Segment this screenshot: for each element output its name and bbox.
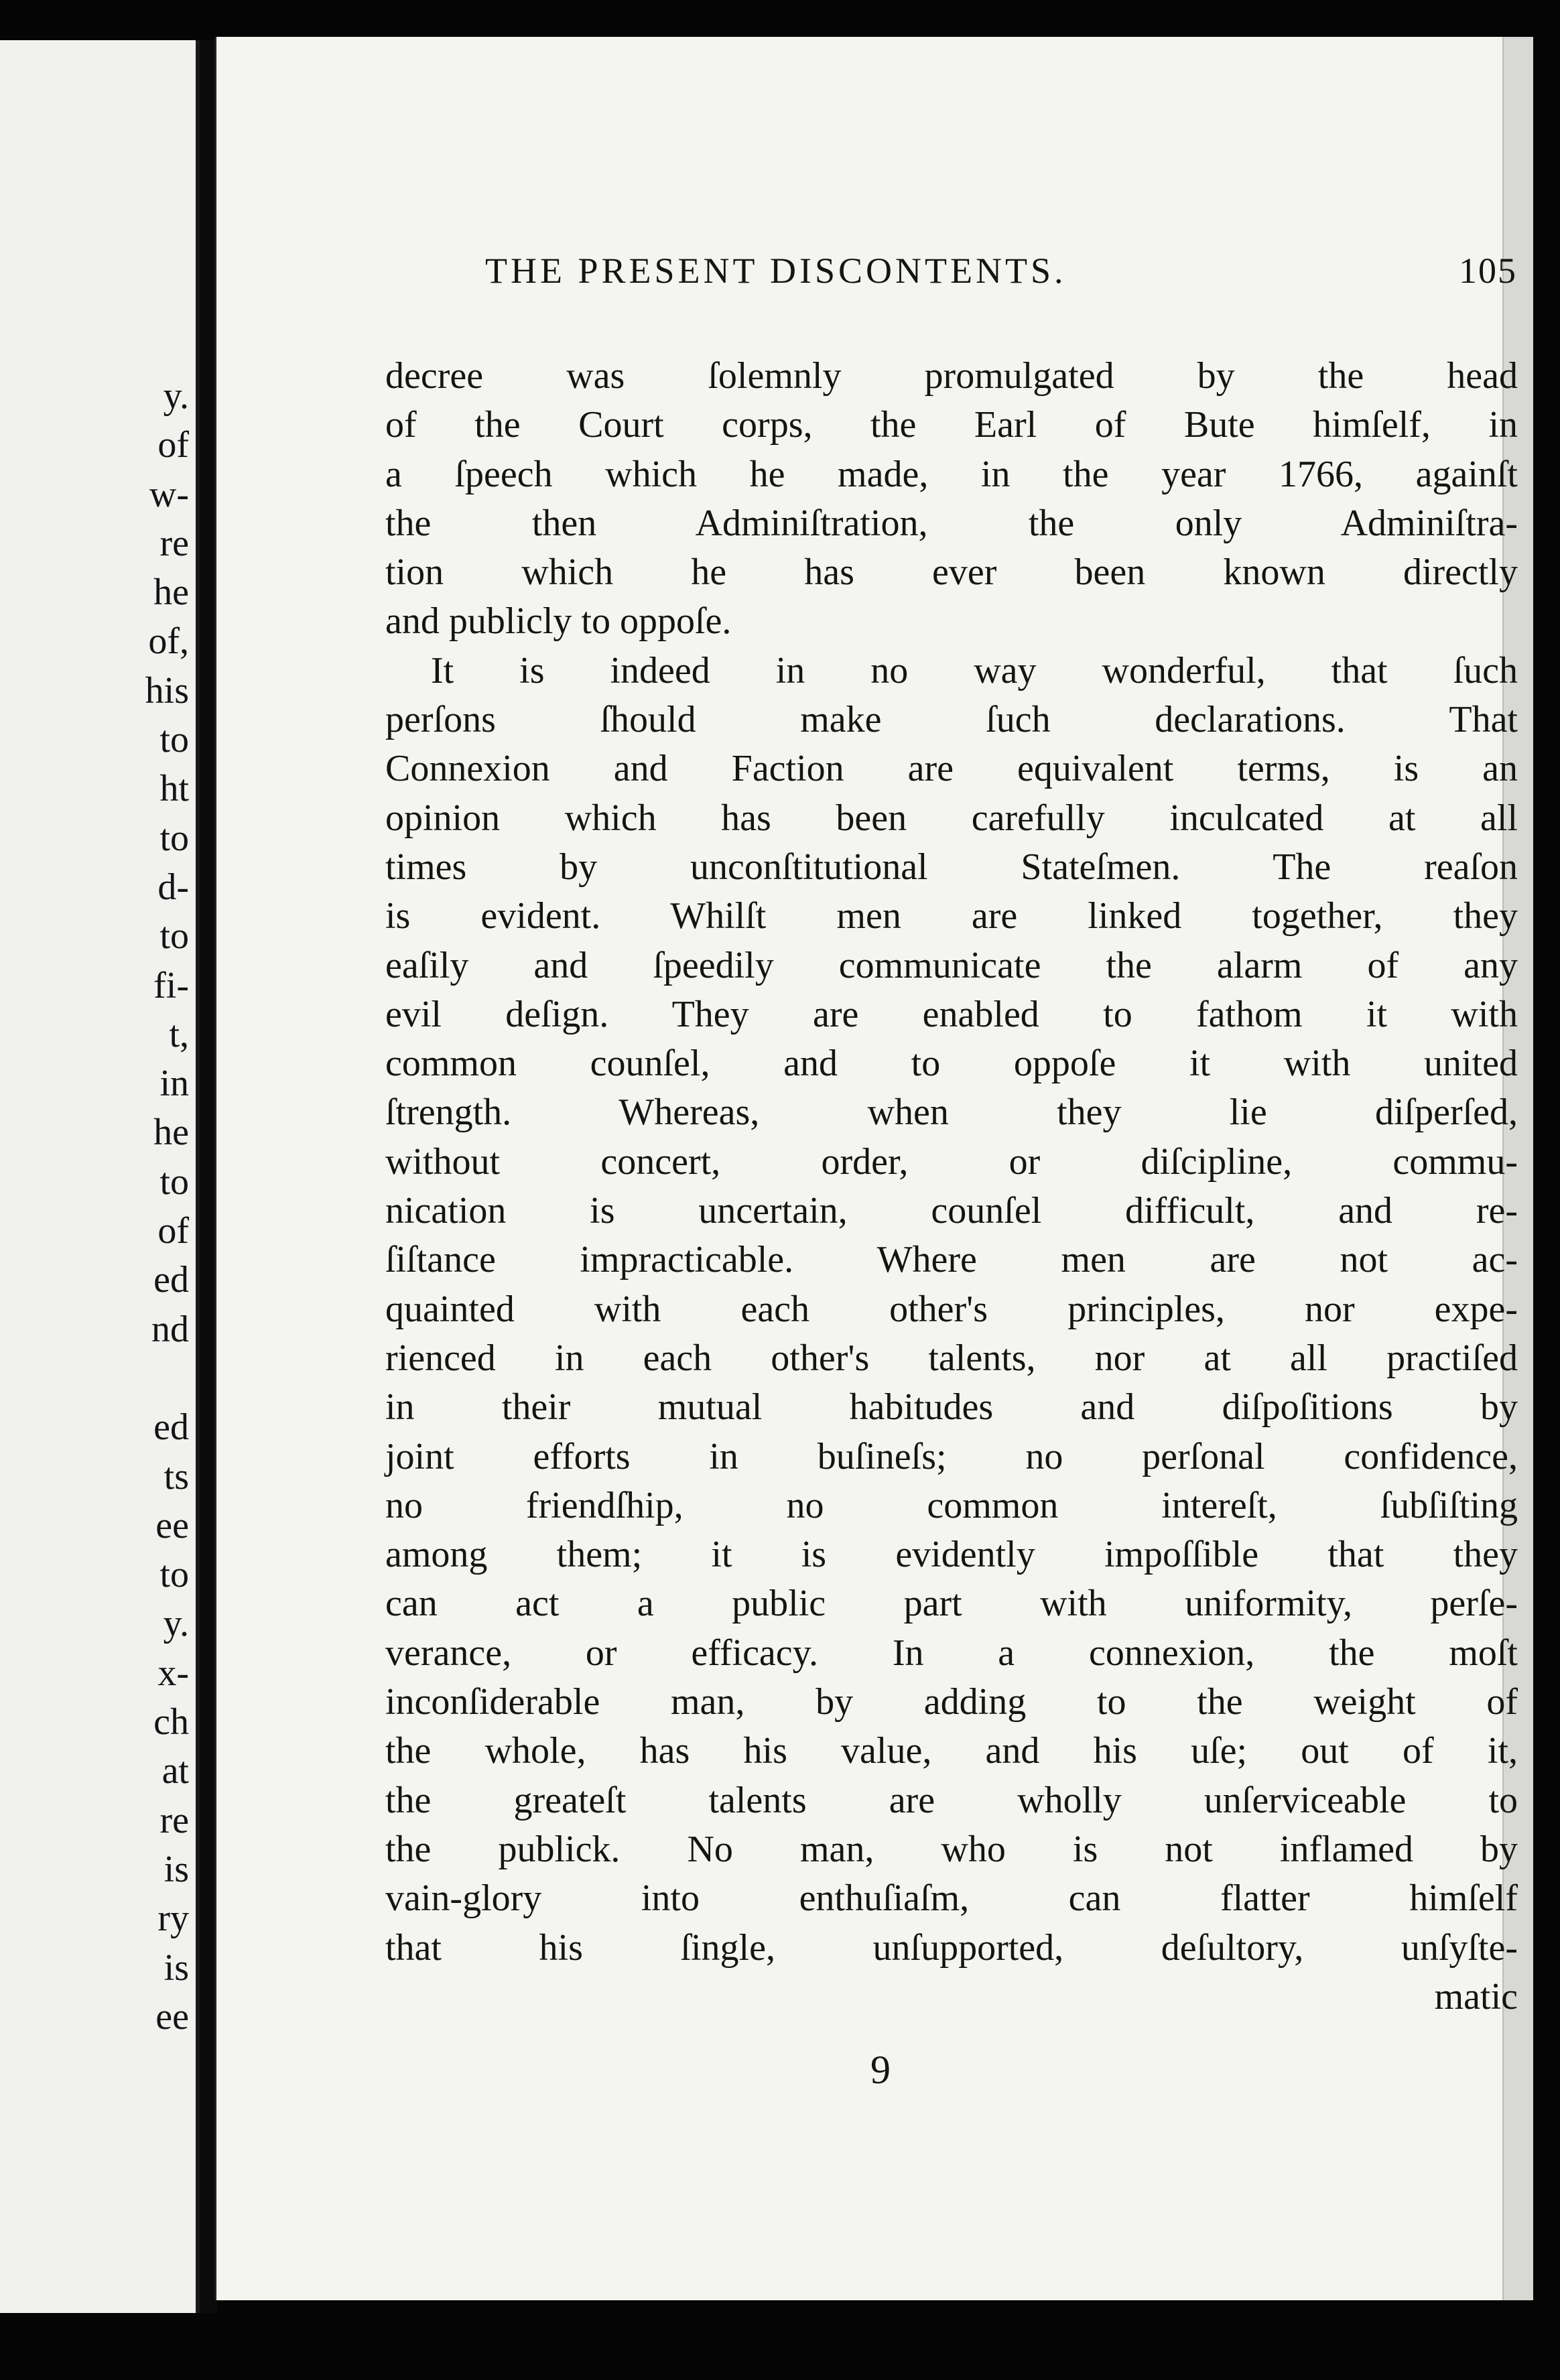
text-line: the whole, has his value, and his uſe; out of it, [385,1730,1518,1772]
text-line: tion which he has ever been known directly [385,551,1518,594]
fragment-line: he [153,572,189,614]
fragment-line: to [159,915,189,957]
text-line: joint efforts in buſineſs; no perſonal confidence, [385,1435,1518,1477]
fragment-line: to [159,1161,189,1203]
paragraph [385,647,1518,1973]
fragment-line: re [159,1799,189,1841]
text-line: opinion which has been carefully inculcated at all [385,797,1518,839]
fragment-line: in [159,1063,189,1105]
text-line: is evident. Whilſt men are linked together, they [385,895,1518,937]
fragment-line: to [159,1554,189,1596]
fragment-line: y. [163,1603,189,1645]
text-line: inconſiderable man, by adding to the weight of [385,1681,1518,1723]
text-line: that his ſingle, unſupported, deſultory, unſyſte- [385,1926,1518,1969]
fragment-line: re [159,522,189,564]
fragment-line: his [145,669,189,712]
fragment-line: he [153,1112,189,1154]
fragment-line: ts [164,1455,189,1498]
text-line: the then Adminiſtration, the only Adminiſtra- [385,502,1518,544]
text-line: of the Court corps, the Earl of Bute himſelf, in [385,404,1518,446]
fragment-line: d- [157,866,189,908]
body-text [385,352,1518,2022]
text-line: ſtrength. Whereas, when they lie diſperſed, [385,1092,1518,1134]
text-line: a ſpeech which he made, in the year 1766, againſt [385,453,1518,495]
fragment-line: of, [148,620,189,663]
text-line: in their mutual habitudes and diſpoſitions by [385,1386,1518,1429]
text-line: common counſel, and to oppoſe it with united [385,1043,1518,1085]
text-line: It is indeed in no way wonderful, that ſuch [431,649,1518,691]
fragment-line: to [159,719,189,761]
fragment-line: nd [151,1308,189,1350]
page-header [485,250,1517,310]
text-line: perſons ſhould make ſuch declarations. That [385,699,1518,741]
text-line: rienced in each other's talents, nor at all practiſed [385,1337,1518,1379]
fragment-line: of [157,424,189,466]
text-line: the publick. No man, who is not inflamed by [385,1828,1518,1870]
page-right [214,37,1533,2300]
fragment-line: w- [149,473,189,515]
text-line: eaſily and ſpeedily communicate the alarm of any [385,944,1518,986]
text-line: nication is uncertain, counſel difficult, and re- [385,1190,1518,1232]
text-line: among them; it is evidently impoſſible that they [385,1534,1518,1576]
fragment-line: ed [153,1259,189,1301]
text-line: can act a public part with uniformity, perſe- [385,1583,1518,1625]
catchword: matic [1434,1975,1518,2018]
fragment-line: is [164,1946,189,1989]
fragment-line: fi- [153,964,189,1006]
text-line: and publicly to oppoſe. [385,600,732,643]
page-number: 105 [1459,251,1517,291]
fragment-line: at [161,1750,189,1792]
signature-mark: 9 [870,2048,891,2092]
text-line: decree was ſolemnly promulgated by the head [385,355,1518,397]
fragment-line: of [157,1210,189,1252]
fragment-line: ry [157,1898,189,1940]
fragment-line: ch [153,1701,189,1743]
fragment-line: ed [153,1406,189,1449]
running-head: THE PRESENT DISCONTENTS. [485,251,1067,291]
fragment-line: x- [157,1652,189,1694]
text-line: no friendſhip, no common intereſt, ſubſiſting [385,1484,1518,1526]
text-line: ſiſtance impracticable. Where men are not ac- [385,1239,1518,1281]
text-line: verance, or efficacy. In a connexion, the moſt [385,1632,1518,1674]
fragment-line: is [164,1848,189,1890]
facing-page-left [0,40,200,2313]
fragment-line: y. [163,375,189,417]
fragment-line: t, [169,1013,189,1055]
fragment-line: ht [159,768,189,810]
text-line: the greateſt talents are wholly unſerviceable to [385,1779,1518,1821]
paragraph [385,352,1518,647]
text-line: vain-glory into enthuſiaſm, can flatter himſelf [385,1877,1518,1920]
text-line: without concert, order, or diſcipline, commu- [385,1140,1518,1183]
text-line: quainted with each other's principles, nor expe- [385,1288,1518,1330]
text-line: Connexion and Faction are equivalent terms, is an [385,748,1518,790]
fragment-line: to [159,817,189,859]
facing-page-text-fragments [0,372,196,2042]
fragment-line: ee [155,1504,189,1546]
fragment-line: ee [155,1995,189,2038]
text-line: times by unconſtitutional Stateſmen. The reaſon [385,846,1518,888]
fragment-line [0,1354,196,1403]
text-line: evil deſign. They are enabled to fathom it with [385,993,1518,1035]
